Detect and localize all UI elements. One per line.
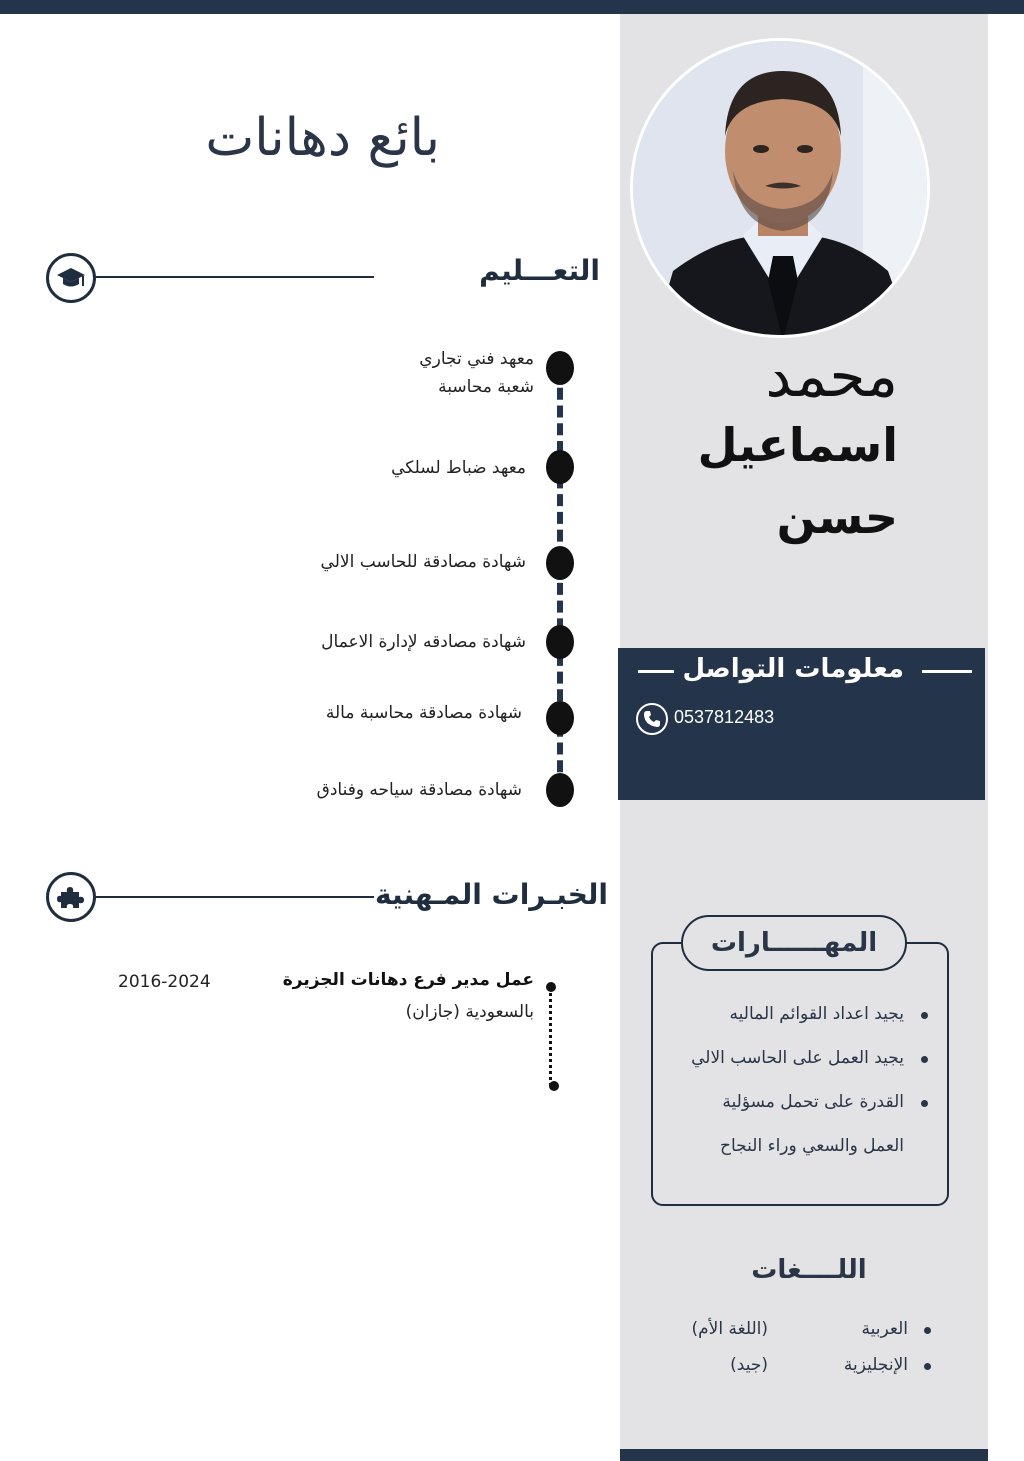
phone-icon [636,703,668,735]
skill-bullet [921,1100,928,1107]
education-item [419,345,534,401]
language-level: (جيد) [730,1355,768,1375]
timeline-dot [546,450,574,484]
education-item-line1: معهد فني تجاري [419,349,534,369]
job-title: بائع دهانات [205,108,440,168]
graduation-cap-icon [46,253,96,303]
timeline-dot [546,546,574,580]
experience-period: 2016-2024 [118,972,211,992]
name-first: محمد [765,342,898,410]
timeline-dot [546,625,574,659]
education-item-line2: شعبة محاسبة [438,377,534,397]
contact-divider-left [638,670,674,673]
experience-dot-end [549,1081,559,1091]
timeline-dot [546,773,574,807]
language-name: الإنجليزية [843,1355,908,1375]
education-item [317,776,522,804]
experience-role: عمل مدير فرع دهانات الجزيرة [282,970,534,990]
skill-item: العمل والسعي وراء النجاح [720,1136,904,1156]
puzzle-piece-icon [46,872,96,922]
education-divider [96,276,374,278]
languages-title: اللــــغات [751,1255,867,1285]
education-item-line1: شهادة مصادقة محاسبة مالة [325,703,522,723]
experience-location: بالسعودية (جازان) [405,1002,534,1022]
education-item [391,454,526,482]
skill-item: يجيد العمل على الحاسب الالي [691,1048,904,1068]
skill-bullet [921,1056,928,1063]
skill-item: يجيد اعداد القوائم الماليه [729,1004,904,1024]
top-accent-bar [0,0,1024,14]
name-middle: اسماعيل [697,418,898,472]
education-item-line1: شهادة مصادقة سياحه وفنادق [316,780,522,800]
skills-box [651,942,949,1206]
experience-divider [96,896,374,898]
education-title: التعـــليم [479,254,600,287]
bottom-accent-bar [620,1449,988,1461]
experience-timeline [549,988,552,1086]
skills-title: المهــــــارات [710,928,878,958]
education-item [326,699,522,727]
skills-header [681,915,907,971]
skill-bullet [921,1012,928,1019]
education-item [321,628,526,656]
timeline-dot [546,351,574,385]
language-bullet [924,1363,931,1370]
education-item-line1: معهد ضباط لسلكي [391,458,526,478]
profile-photo [630,38,930,338]
education-item-line1: شهادة مصادقه لإدارة الاعمال [321,632,526,652]
timeline-dot [546,701,574,735]
phone-number[interactable]: 0537812483 [674,707,775,727]
name-last: حسن [776,490,898,544]
language-name: العربية [861,1319,908,1339]
education-item [321,548,526,576]
experience-title: الخبـرات المـهنية [375,878,608,911]
education-item-line1: شهادة مصادقة للحاسب الالي [320,552,526,572]
skill-item: القدرة على تحمل مسؤلية [722,1092,904,1112]
language-level: (اللغة الأم) [691,1319,768,1339]
contact-divider-right [922,670,972,673]
contact-title: معلومات التواصل [682,654,904,684]
language-bullet [924,1327,931,1334]
